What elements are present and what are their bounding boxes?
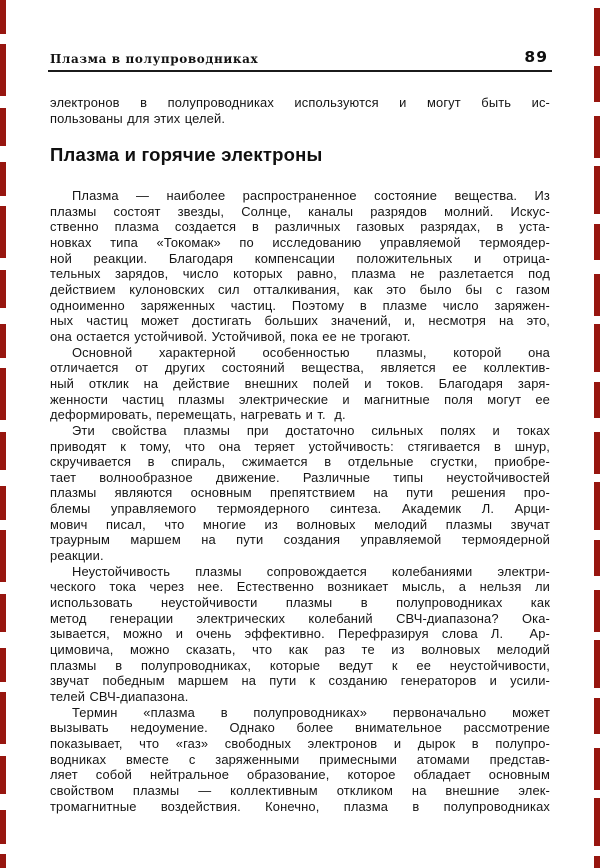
text-line: вызывать недоумение. Однако более внимательное рассмотрение: [50, 720, 550, 736]
text-line: ной реакции. Благодаря компенсации положительных и отрица-: [50, 250, 550, 266]
text-line: действием кулоновских сил отталкивания, как это было бы с газом: [50, 281, 550, 297]
text-line: Плазма — наиболее распространенное состояние вещества. Из: [72, 188, 550, 203]
text-line: показывает, что «газ» свободных электронов и дырок в полупро-: [50, 735, 550, 751]
text-line: реакции.: [50, 548, 104, 564]
text-line: деформировать, перемещать, нагревать и т. д.: [50, 407, 346, 423]
text-line: ный отклик на действие внешних полей и токов. Благодаря заря-: [50, 375, 550, 391]
page-header: [50, 48, 548, 66]
text-line: ляет собой нейтральное образование, которое обладает основным: [50, 767, 550, 783]
text-line: одноименно заряженных частиц. Поэтому в плазме число заряжен-: [50, 297, 550, 313]
text-line: ческого тока через нее. Естественно возникает мысль, а нельзя ли: [50, 579, 550, 595]
scan-edge-mark-right: [594, 0, 600, 868]
text-line: плазмы в полупроводниках, которые ведут к ее неустойчивости,: [50, 657, 550, 673]
body-paragraphs: [50, 188, 550, 814]
text-line: метод генерации электрических колебаний СВЧ-диапазона? Ока-: [50, 610, 550, 626]
text-line: Неустойчивость плазмы сопровождается колебаниями электри-: [72, 563, 550, 579]
running-head: Плазма в полупроводниках: [50, 52, 259, 66]
text-line: пользованы для этих целей.: [50, 110, 226, 126]
text-line: отличается от других состояний вещества, является ее коллектив-: [50, 360, 550, 376]
section-heading: Плазма и горячие электроны: [50, 144, 323, 165]
text-line: она остается устойчивой. Устойчивой, пока ее не трогают.: [50, 328, 411, 344]
text-line: блемы управляемого термоядерного синтеза. Академик Л. Арци-: [50, 501, 550, 517]
text-line: свойством плазмы — коллективным откликом на внешние элек-: [50, 782, 550, 798]
text-line: тельных зарядов, число которых равно, плазма не разлетается под: [50, 266, 550, 282]
text-line: женности частиц плазмы электрические и магнитные поля могут ее: [50, 391, 550, 407]
text-line: Основной характерной особенностью плазмы, которой она: [72, 344, 550, 360]
text-line: использовать неустойчивости плазмы в полупроводниках как: [50, 595, 550, 611]
text-line: скручивается в спираль, сжимается в отдельные сгустки, приобре-: [50, 454, 550, 470]
text-line: мович писал, что многие из волновых мелодий плазмы звучат: [50, 516, 550, 532]
text-line: ственно плазма создается в различных газовых разрядах, в уста-: [50, 219, 550, 235]
text-line: водниках вместе с заряженными примесными атомами представ-: [50, 751, 550, 767]
text-line: плазмы являются основным препятствием на пути решения про-: [50, 485, 550, 501]
text-line: зывается, можно и очень эффективно. Перефразируя слова Л. Ар-: [50, 626, 550, 642]
text-line: электронов в полупроводниках используются и могут быть ис-: [50, 95, 550, 110]
text-line: тромагнитные воздействия. Конечно, плазма в полупроводниках: [50, 798, 550, 814]
text-line: Эти свойства плазмы при достаточно сильных полях и токах: [72, 422, 550, 438]
scan-edge-mark-left: [0, 0, 6, 868]
text-line: телей СВЧ-диапазона.: [50, 689, 189, 704]
text-line: траурным маршем на пути создания управляемой термоядерной: [50, 532, 550, 548]
text-line: новках типа «Токомак» по исследованию управляемой термоядер-: [50, 234, 550, 250]
text-line: ных частиц может достигать больших значений, и, несмотря на это,: [50, 313, 550, 329]
intro-paragraph: [50, 95, 550, 126]
text-line: тает волнообразное движение. Различные типы неустойчивостей: [50, 469, 550, 485]
page-number: 89: [524, 48, 548, 66]
text-line: Термин «плазма в полупроводниках» первоначально может: [72, 704, 550, 720]
text-line: цимовича, можно сказать, что как раз те из волновых мелодий: [50, 642, 550, 658]
text-line: плазмы состоят звезды, Солнце, каналы разрядов молний. Искус-: [50, 203, 550, 219]
text-line: звучат победным маршем на пути к созданию генераторов и усили-: [50, 673, 550, 689]
text-line: приводят к тому, что она теряет устойчивость: стягивается в шнур,: [50, 438, 550, 454]
header-rule: [48, 70, 552, 72]
